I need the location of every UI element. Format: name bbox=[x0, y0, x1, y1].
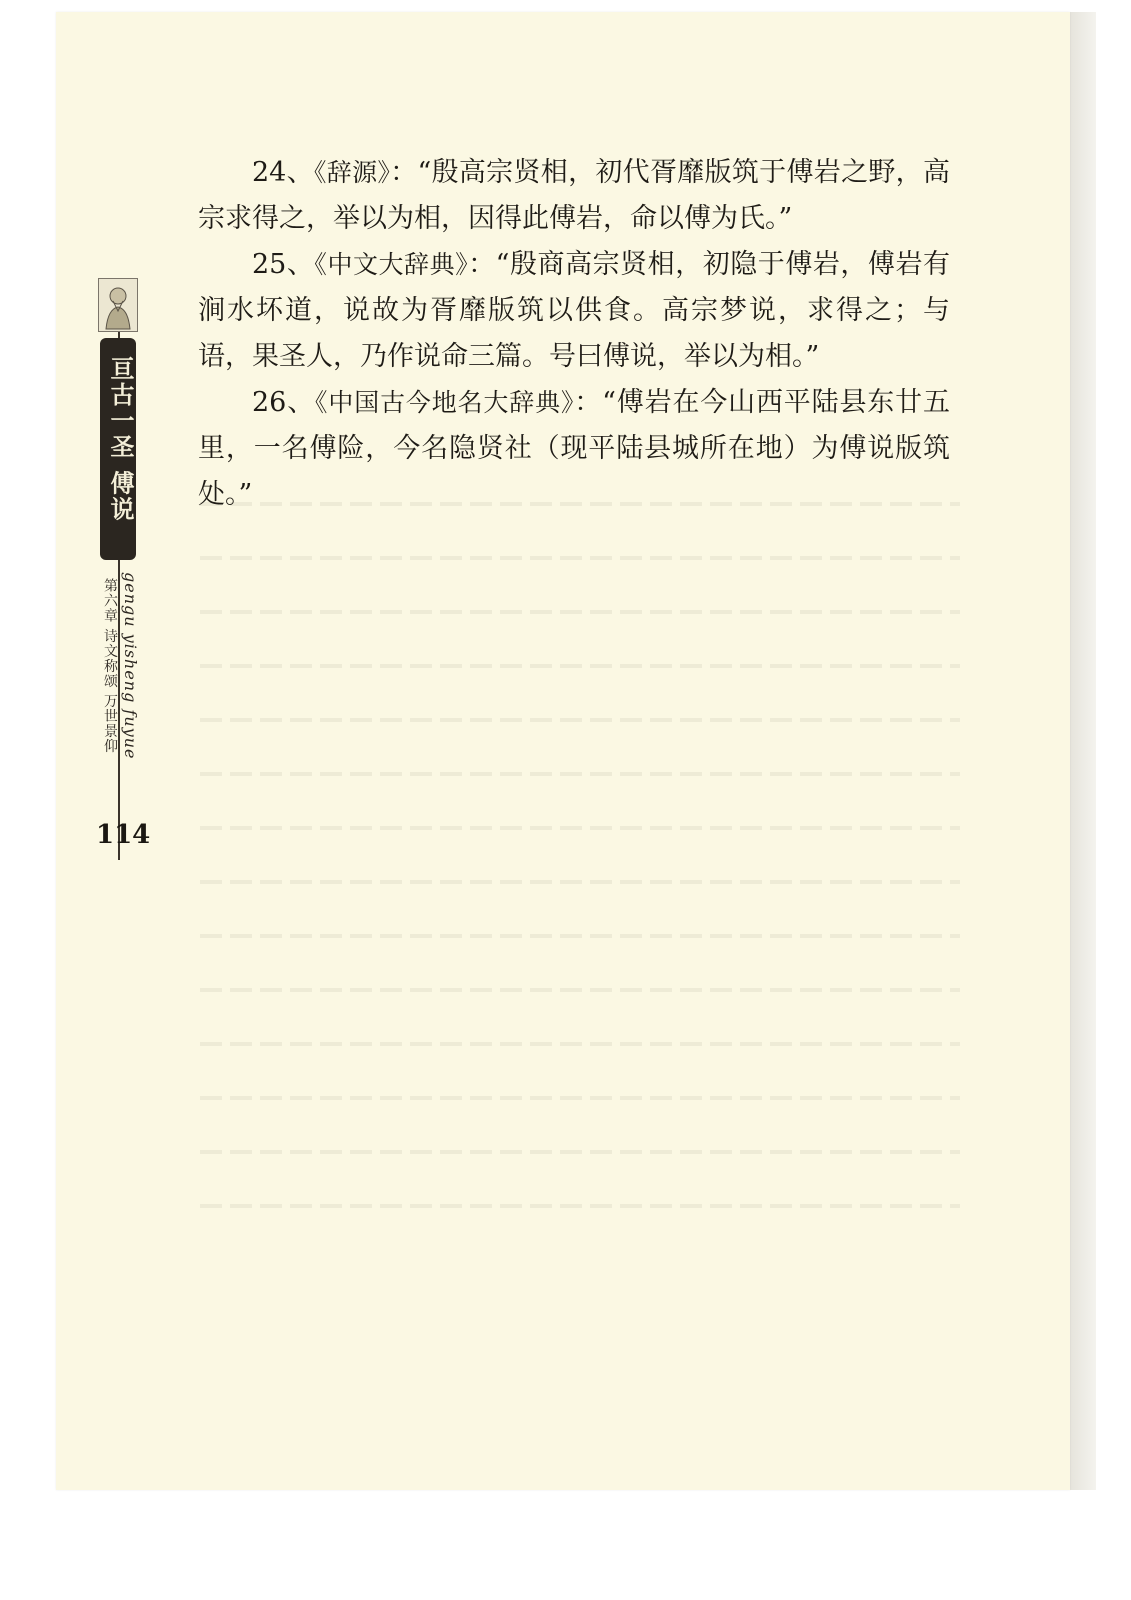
entry-paragraph bbox=[198, 242, 950, 380]
entry-number: 24、 bbox=[252, 157, 314, 188]
chapter-sidebar bbox=[96, 278, 146, 878]
body-text bbox=[198, 150, 950, 518]
entry-text: ：“殷高宗贤相，初代胥靡版筑于傅岩之野，高宗求得之，举以为相，因得此傅岩，命以傅为氏。” bbox=[198, 157, 950, 234]
entry-paragraph bbox=[198, 150, 950, 242]
entry-source: 《中文大辞典》 bbox=[314, 250, 469, 279]
chapter-title: 第六章 诗文称颂 万世景仰 bbox=[102, 578, 118, 754]
entry-text: ：“殷商高宗贤相，初隐于傅岩，傅岩有涧水坏道，说故为胥靡版筑以供食。高宗梦说，求得之；与语，果圣人，乃作说命三篇。号曰傅说，举以为相。” bbox=[198, 249, 950, 372]
entry-paragraph bbox=[198, 380, 950, 518]
portrait-image bbox=[98, 278, 138, 332]
chapter-pinyin: gengu yisheng fuyue bbox=[121, 572, 140, 760]
entry-number: 26、 bbox=[252, 387, 316, 418]
entry-source: 《中国古今地名大辞典》 bbox=[315, 388, 575, 417]
entry-text: ：“傅岩在今山西平陆县东廿五里，一名傅险，今名隐贤社（现平陆县城所在地）为傅说版筑处。” bbox=[198, 387, 950, 510]
entry-source: 《辞源》 bbox=[313, 158, 391, 187]
entry-number: 25、 bbox=[252, 249, 315, 280]
series-title-tab bbox=[100, 338, 136, 560]
page-number: 114 bbox=[96, 820, 151, 850]
series-title: 亘古一圣 傅说 bbox=[106, 356, 134, 523]
page-edge-shadow bbox=[1070, 12, 1096, 1490]
portrait-figure-icon bbox=[99, 279, 137, 331]
bleed-through-texture bbox=[200, 480, 960, 1240]
